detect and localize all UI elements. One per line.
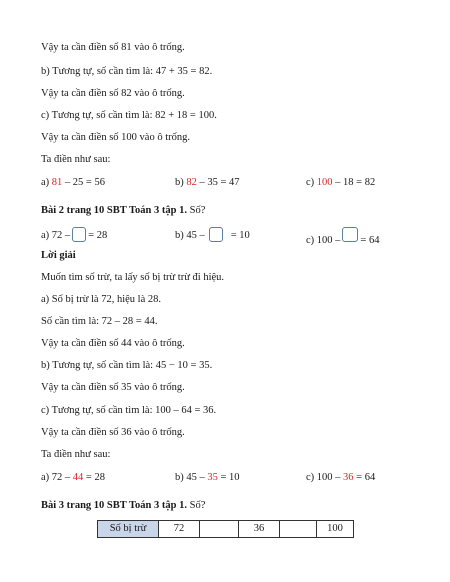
answer-c: c) 100 – 36 = 64 xyxy=(306,472,376,483)
answer-value: 100 xyxy=(316,177,333,188)
solution-line: b) Tương tự, số cần tìm là: 45 − 10 = 35. xyxy=(41,360,213,371)
solution-line: Vậy ta cần điền số 36 vào ô trống. xyxy=(41,427,185,438)
answer-value: 36 xyxy=(343,472,354,483)
text-line: Vậy ta cần điền số 81 vào ô trống. xyxy=(41,42,185,53)
answer-box[interactable] xyxy=(209,227,223,242)
answer-value: 44 xyxy=(72,472,84,483)
table-header-cell: Số bị trừ xyxy=(98,521,159,538)
exercise-2-b: b) 45 – = 10 xyxy=(175,227,250,242)
solution-line: Vậy ta cần điền số 44 vào ô trống. xyxy=(41,338,185,349)
table-cell: 72 xyxy=(159,521,200,538)
answer-a: a) 81 – 25 = 56 xyxy=(41,177,105,188)
exercise-2-c: c) 100 – = 64 xyxy=(306,227,379,247)
answer-value: 82 xyxy=(186,177,197,188)
answer-box[interactable] xyxy=(342,227,358,242)
answer-b: b) 82 – 35 = 47 xyxy=(175,177,240,188)
answer-value: 81 xyxy=(51,177,63,188)
solution-line: Vậy ta cần điền số 35 vào ô trống. xyxy=(41,382,185,393)
table-cell: 100 xyxy=(317,521,354,538)
table-row xyxy=(98,521,354,538)
exercise-3-table xyxy=(97,520,354,538)
text-line: Ta điền như sau: xyxy=(41,154,111,165)
table-cell-empty[interactable] xyxy=(280,521,317,538)
solution-heading: Lời giải xyxy=(41,250,76,261)
exercise-2-a: a) 72 – = 28 xyxy=(41,227,107,242)
answer-box[interactable] xyxy=(72,227,86,242)
exercise-2-heading: Bài 2 trang 10 SBT Toán 3 tập 1. Số? xyxy=(41,205,206,216)
text-line: Vậy ta cần điền số 82 vào ô trống. xyxy=(41,88,185,99)
solution-line: a) Số bị trừ là 72, hiệu là 28. xyxy=(41,294,162,305)
solution-line: Ta điền như sau: xyxy=(41,449,111,460)
text-line: b) Tương tự, số cần tìm là: 47 + 35 = 82. xyxy=(41,66,213,77)
solution-line: Muốn tìm số trừ, ta lấy số bị trừ trừ đi hiệu. xyxy=(41,272,225,283)
table-cell: 36 xyxy=(239,521,280,538)
answer-a: a) 72 – 44 = 28 xyxy=(41,472,105,483)
answer-c: c) 100 – 18 = 82 xyxy=(306,177,376,188)
solution-line: Số cần tìm là: 72 – 28 = 44. xyxy=(41,316,158,327)
text-line: Vậy ta cần điền số 100 vào ô trống. xyxy=(41,132,191,143)
table-cell-empty[interactable] xyxy=(200,521,239,538)
exercise-3-heading: Bài 3 trang 10 SBT Toán 3 tập 1. Số? xyxy=(41,500,206,511)
text-line: c) Tương tự, số cần tìm là: 82 + 18 = 100. xyxy=(41,110,217,121)
solution-line: c) Tương tự, số cần tìm là: 100 – 64 = 36. xyxy=(41,405,217,416)
answer-value: 35 xyxy=(207,472,218,483)
answer-b: b) 45 – 35 = 10 xyxy=(175,472,240,483)
